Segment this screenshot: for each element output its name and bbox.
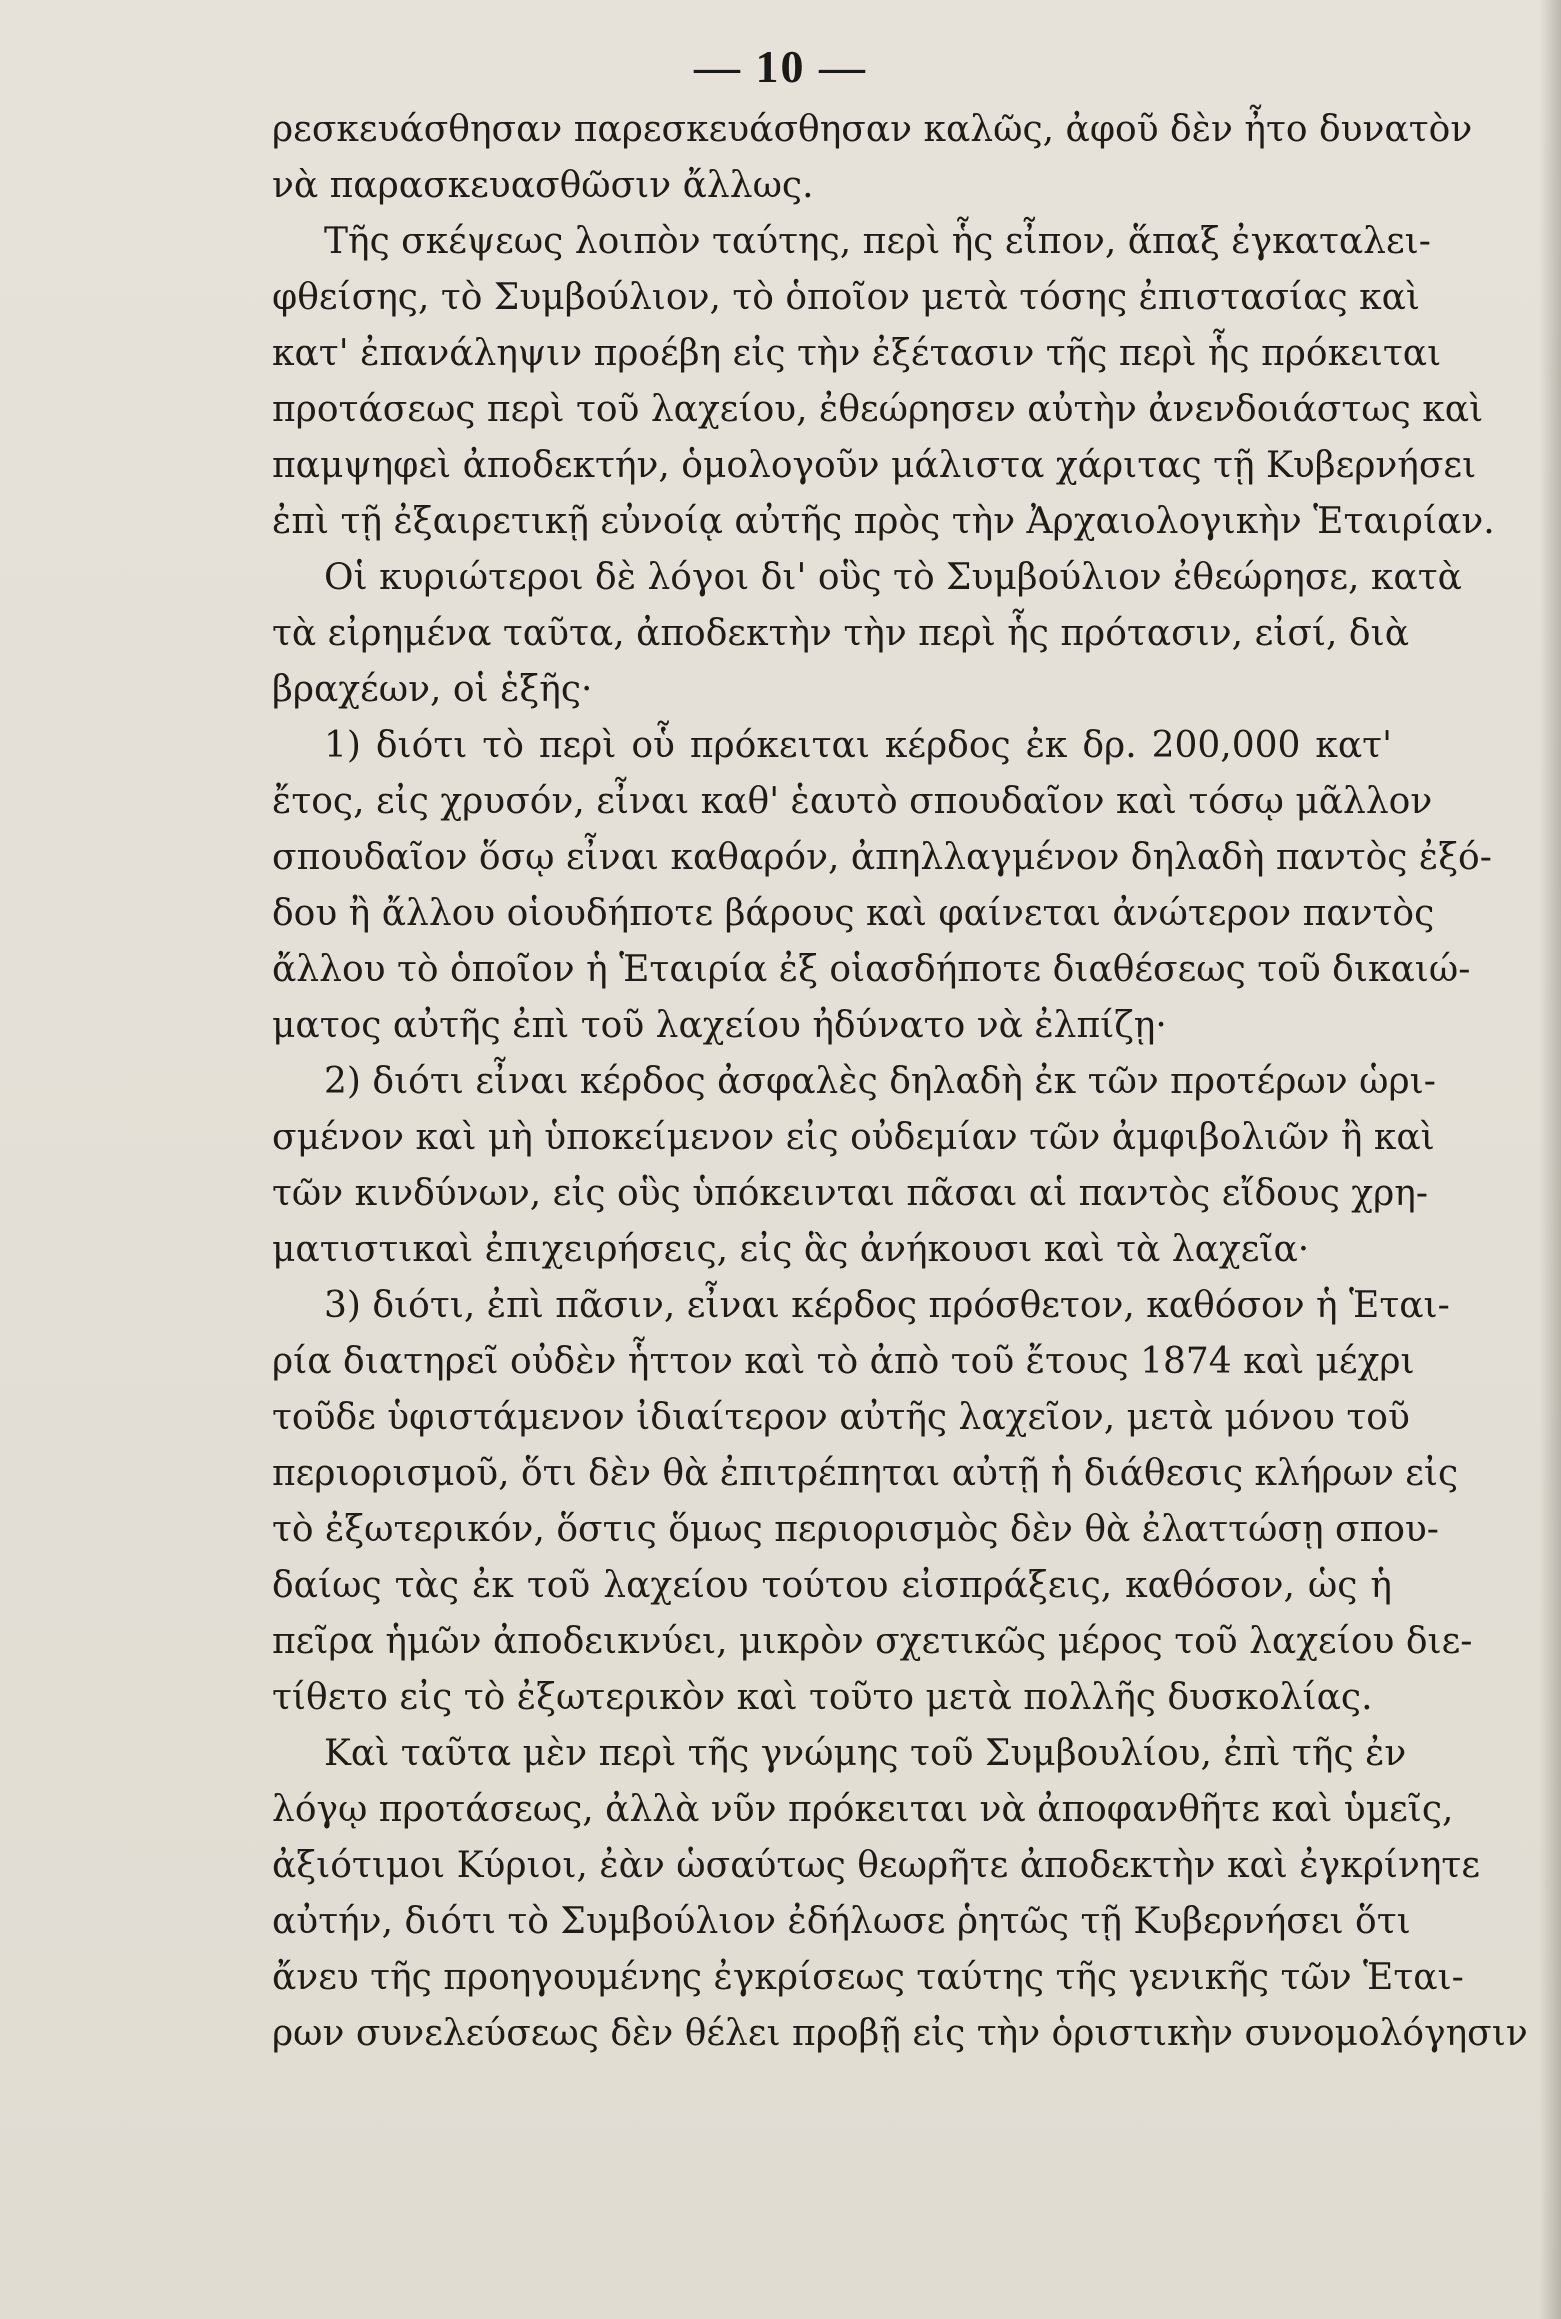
text-line: τῶν κινδύνων, εἰς οὓς ὑπόκεινται πᾶσαι αἱ παντὸς εἴδους χρη- (272, 1173, 1429, 1214)
text-line: ἀξιότιμοι Κύριοι, ἐὰν ὡσαύτως θεωρῆτε ἀποδεκτὴν καὶ ἐγκρίνητε (272, 1845, 1480, 1886)
text-line: δαίως τὰς ἐκ τοῦ λαχείου τούτου εἰσπράξεις, καθόσον, ὡς ἡ (272, 1565, 1392, 1606)
text-line: ἔτος, εἰς χρυσόν, εἶναι καθ' ἑαυτὸ σπουδαῖον καὶ τόσῳ μᾶλλον (272, 781, 1433, 822)
body-text (272, 102, 1528, 2062)
text-line: ματιστικαὶ ἐπιχειρήσεις, εἰς ἃς ἀνήκουσι καὶ τὰ λαχεῖα· (272, 1229, 1310, 1270)
text-line: ρία διατηρεῖ οὐδὲν ἧττον καὶ τὸ ἀπὸ τοῦ ἔτους 1874 καὶ μέχρι (272, 1341, 1415, 1382)
list-item-3-line: 3) διότι, ἐπὶ πᾶσιν, εἶναι κέρδος πρόσθετον, καθόσον ἡ Ἑται- (324, 1285, 1450, 1326)
paragraph-start-line: Οἱ κυριώτεροι δὲ λόγοι δι' οὓς τὸ Συμβούλιον ἐθεώρησε, κατὰ (324, 557, 1462, 598)
text-line: αὐτήν, διότι τὸ Συμβούλιον ἐδήλωσε ῥητῶς τῇ Κυβερνήσει ὅτι (272, 1901, 1411, 1942)
paragraph-start-line: Τῆς σκέψεως λοιπὸν ταύτης, περὶ ἧς εἶπον, ἅπαξ ἐγκαταλει- (324, 221, 1431, 262)
text-line: τὸ ἐξωτερικόν, ὅστις ὅμως περιορισμὸς δὲν θὰ ἐλαττώσῃ σπου- (272, 1509, 1439, 1550)
text-line: ἐπὶ τῇ ἐξαιρετικῇ εὐνοίᾳ αὐτῆς πρὸς τὴν Ἀρχαιολογικὴν Ἑταιρίαν. (272, 501, 1495, 542)
text-line: ματος αὐτῆς ἐπὶ τοῦ λαχείου ἠδύνατο νὰ ἐλπίζῃ· (272, 1005, 1167, 1046)
text-line: ρων συνελεύσεως δὲν θέλει προβῇ εἰς τὴν ὁριστικὴν συνομολόγησιν (272, 2013, 1528, 2054)
text-line: φθείσης, τὸ Συμβούλιον, τὸ ὁποῖον μετὰ τόσης ἐπιστασίας καὶ (272, 277, 1420, 318)
text-line: ἄλλου τὸ ὁποῖον ἡ Ἑταιρία ἐξ οἱασδήποτε διαθέσεως τοῦ δικαιώ- (272, 949, 1471, 990)
text-line: τίθετο εἰς τὸ ἐξωτερικὸν καὶ τοῦτο μετὰ πολλῆς δυσκολίας. (272, 1677, 1373, 1718)
list-item-1-line: 1) διότι τὸ περὶ οὗ πρόκειται κέρδος ἐκ δρ. 200,000 κατ' (324, 725, 1392, 766)
page-number: — 10 — (694, 41, 867, 92)
page-edge-shadow (1539, 0, 1561, 2319)
text-line: πεῖρα ἡμῶν ἀποδεικνύει, μικρὸν σχετικῶς μέρος τοῦ λαχείου διε- (272, 1621, 1473, 1662)
paragraph-start-line: Καὶ ταῦτα μὲν περὶ τῆς γνώμης τοῦ Συμβουλίου, ἐπὶ τῆς ἐν (324, 1733, 1407, 1774)
text-line: τὰ εἰρημένα ταῦτα, ἀποδεκτὴν τὴν περὶ ἧς πρότασιν, εἰσί, διὰ (272, 613, 1410, 654)
text-line: κατ' ἐπανάληψιν προέβη εἰς τὴν ἐξέτασιν τῆς περὶ ἧς πρόκειται (272, 333, 1442, 374)
text-line: ρεσκευάσθησαν παρεσκευάσθησαν καλῶς, ἀφοῦ δὲν ἦτο δυνατὸν (272, 109, 1473, 150)
text-line: ἄνευ τῆς προηγουμένης ἐγκρίσεως ταύτης τῆς γενικῆς τῶν Ἑται- (272, 1957, 1464, 1998)
text-line: λόγῳ προτάσεως, ἀλλὰ νῦν πρόκειται νὰ ἀποφανθῆτε καὶ ὑμεῖς, (272, 1789, 1454, 1830)
text-line: νὰ παρασκευασθῶσιν ἄλλως. (272, 165, 814, 206)
text-line: δου ἢ ἄλλου οἱουδήποτε βάρους καὶ φαίνεται ἀνώτερον παντὸς (272, 893, 1435, 934)
text-line: περιορισμοῦ, ὅτι δὲν θὰ ἐπιτρέπηται αὐτῇ ἡ διάθεσις κλήρων εἰς (272, 1453, 1459, 1494)
text-line: σπουδαῖον ὅσῳ εἶναι καθαρόν, ἀπηλλαγμένον δηλαδὴ παντὸς ἐξό- (272, 837, 1492, 878)
text-line: σμένον καὶ μὴ ὑποκείμενον εἰς οὐδεμίαν τῶν ἀμφιβολιῶν ἢ καὶ (272, 1117, 1435, 1158)
text-line: βραχέων, οἱ ἑξῆς· (272, 669, 593, 710)
text-line: προτάσεως περὶ τοῦ λαχείου, ἐθεώρησεν αὐτὴν ἀνενδοιάστως καὶ (272, 389, 1484, 430)
text-line: παμψηφεὶ ἀποδεκτήν, ὁμολογοῦν μάλιστα χάριτας τῇ Κυβερνήσει (272, 445, 1477, 486)
list-item-2-line: 2) διότι εἶναι κέρδος ἀσφαλὲς δηλαδὴ ἐκ τῶν προτέρων ὡρι- (324, 1061, 1436, 1102)
text-line: τοῦδε ὑφιστάμενον ἰδιαίτερον αὐτῆς λαχεῖον, μετὰ μόνου τοῦ (272, 1397, 1410, 1438)
